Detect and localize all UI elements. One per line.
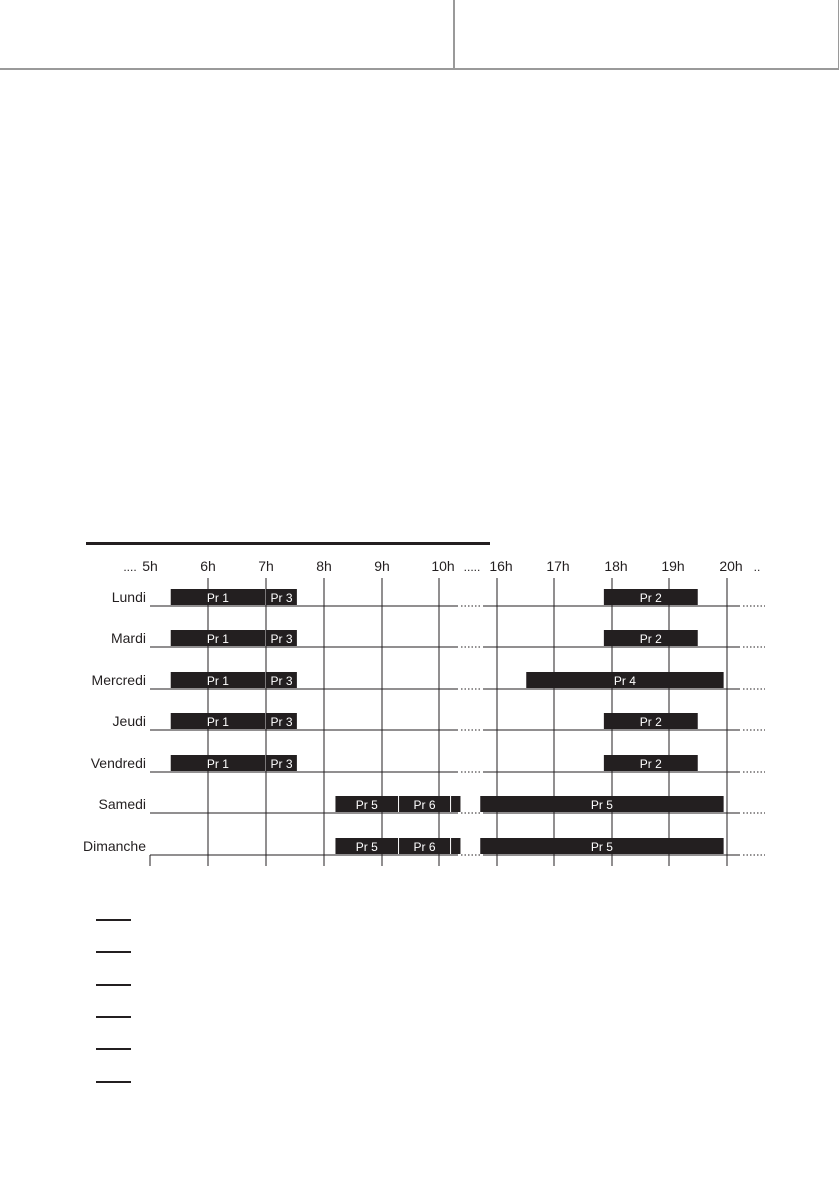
day-label: Dimanche [82,838,146,854]
time-gap-dots: ..... [463,560,481,574]
day-label: Vendredi [90,755,146,771]
program-label: Pr 5 [355,798,378,812]
program-label: Pr 3 [270,674,293,688]
legend-dash [96,1048,131,1050]
time-label: 5h [142,558,158,574]
program-label: Pr 1 [206,632,229,646]
program-label: Pr 5 [590,840,613,854]
time-gap-dots: .. [753,560,761,574]
day-label: Lundi [111,589,146,605]
time-label: 20h [719,558,743,574]
time-label: 16h [489,558,513,574]
time-label: 9h [374,558,390,574]
program-label: Pr 6 [413,840,436,854]
time-label: 8h [316,558,332,574]
day-label: Mercredi [91,672,146,688]
time-label: 18h [604,558,628,574]
program-bar [451,796,460,812]
day-label: Jeudi [112,713,146,729]
program-label: Pr 3 [270,757,293,771]
program-label: Pr 6 [413,798,436,812]
time-gap-dots: .... [123,560,137,574]
time-label: 6h [200,558,216,574]
day-label: Mardi [110,630,146,646]
program-label: Pr 3 [270,632,293,646]
time-label: 17h [546,558,570,574]
legend-dash [96,1081,131,1083]
program-label: Pr 3 [270,715,293,729]
legend-dash [96,1016,131,1018]
program-label: Pr 2 [639,757,662,771]
program-label: Pr 4 [613,674,636,688]
legend-dash [96,951,131,953]
program-label: Pr 2 [639,591,662,605]
day-label: Samedi [98,796,146,812]
program-label: Pr 3 [270,591,293,605]
program-label: Pr 5 [590,798,613,812]
program-label: Pr 1 [206,757,229,771]
program-label: Pr 2 [639,632,662,646]
program-label: Pr 1 [206,715,229,729]
program-bar [451,838,460,854]
time-label: 7h [258,558,274,574]
time-label: 10h [431,558,455,574]
legend-dash [96,984,131,986]
program-label: Pr 1 [206,674,229,688]
program-label: Pr 5 [355,840,378,854]
time-label: 19h [661,558,685,574]
program-label: Pr 1 [206,591,229,605]
legend-dash [96,919,131,921]
program-label: Pr 2 [639,715,662,729]
